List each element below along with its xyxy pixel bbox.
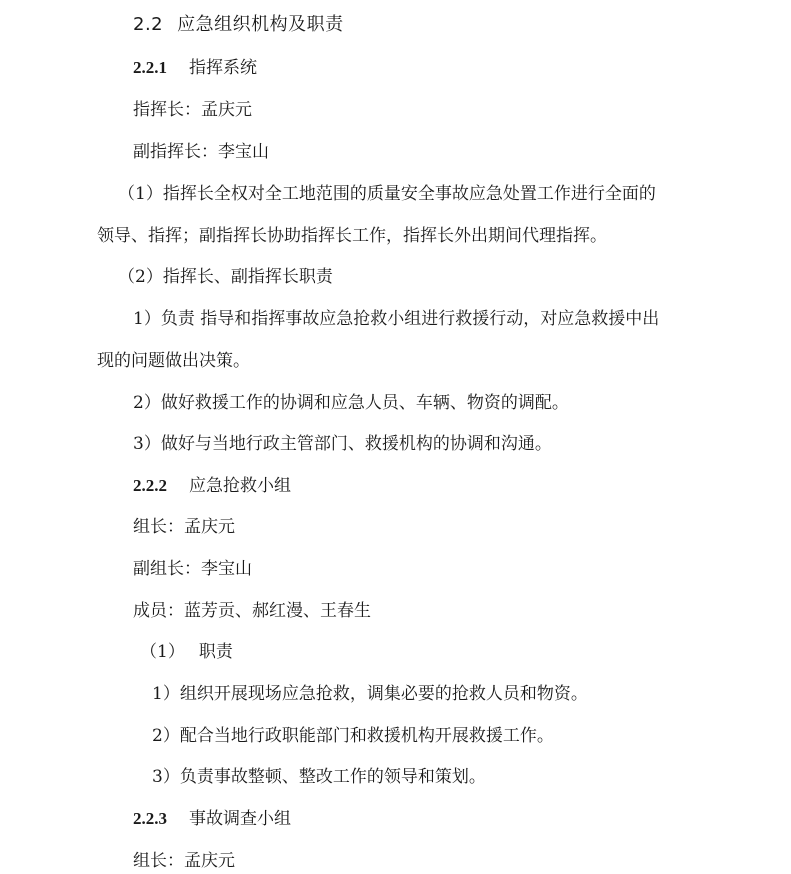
command-item2: （2）指挥长、副指挥长职责 — [118, 267, 333, 287]
rescue-leader: 组长：孟庆元 — [133, 517, 235, 537]
duty-heading-label: 职责 — [198, 642, 233, 662]
command-duty1-line1: 1）负责 指导和指挥事故应急抢救小组进行救援行动，对应急救援中出 — [133, 309, 660, 329]
subsection-title: 指挥系统 — [189, 58, 257, 78]
section-heading — [133, 14, 344, 36]
subsection-heading-investigation — [133, 808, 291, 830]
section-number: 2.2 — [133, 14, 164, 35]
command-item1-line1: （1）指挥长全权对全工地范围的质量安全事故应急处置工作进行全面的 — [118, 184, 656, 204]
subsection-title: 应急抢救小组 — [189, 476, 291, 496]
command-duty3: 3）做好与当地行政主管部门、救援机构的协调和沟通。 — [133, 434, 552, 454]
rescue-duty1: 1）组织开展现场应急抢救，调集必要的抢救人员和物资。 — [152, 684, 588, 704]
subsection-number: 2.2.1 — [133, 58, 167, 77]
command-chief: 指挥长：孟庆元 — [133, 100, 252, 120]
subsection-heading-command — [133, 57, 257, 79]
duty-heading-number: （1） — [140, 642, 185, 662]
subsection-number: 2.2.3 — [133, 809, 167, 828]
command-deputy-chief: 副指挥长：李宝山 — [133, 142, 269, 162]
rescue-members: 成员：蓝芳贡、郝红漫、王春生 — [133, 601, 371, 621]
rescue-duty3: 3）负责事故整顿、整改工作的领导和策划。 — [152, 767, 486, 787]
rescue-duty-heading — [140, 641, 233, 663]
rescue-duty2: 2）配合当地行政职能部门和救援机构开展救援工作。 — [152, 726, 554, 746]
investigation-leader: 组长：孟庆元 — [133, 851, 235, 871]
command-duty1-line2: 现的问题做出决策。 — [97, 351, 250, 371]
command-duty2: 2）做好救援工作的协调和应急人员、车辆、物资的调配。 — [133, 393, 569, 413]
rescue-deputy-leader: 副组长：李宝山 — [133, 559, 252, 579]
subsection-number: 2.2.2 — [133, 476, 167, 495]
section-title: 应急组织机构及职责 — [177, 14, 344, 35]
command-item1-line2: 领导、指挥；副指挥长协助指挥长工作，指挥长外出期间代理指挥。 — [97, 226, 607, 246]
subsection-heading-rescue — [133, 475, 291, 497]
subsection-title: 事故调查小组 — [189, 809, 291, 829]
